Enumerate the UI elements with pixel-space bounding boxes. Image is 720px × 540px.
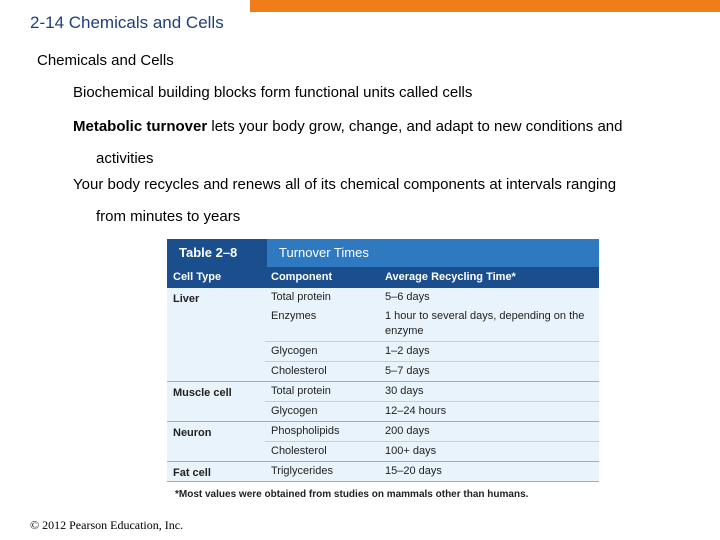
slide-title: 2-14 Chemicals and Cells <box>30 13 224 32</box>
table-row <box>167 422 599 441</box>
table-group-liver <box>167 288 599 382</box>
table-row <box>167 382 599 401</box>
table-group-fat-cell <box>167 462 599 482</box>
table-row <box>167 441 599 461</box>
header-recycling-time: Average Recycling Time* <box>385 271 516 283</box>
slide-subtitle: Chemicals and Cells <box>37 52 174 69</box>
component: Total protein <box>271 291 331 303</box>
component: Glycogen <box>265 401 377 421</box>
cell-type: Fat cell <box>173 467 211 479</box>
bullet-3 <box>73 174 616 228</box>
bullet-3-text: Your body recycles and renews all of its chemical components at intervals ranging <box>73 176 617 193</box>
bullet-2-text: lets your body grow, change, and adapt to new conditions and <box>207 118 623 135</box>
title-backdrop <box>0 0 250 12</box>
table-row <box>167 462 599 481</box>
table-group-muscle-cell <box>167 382 599 422</box>
component: Cholesterol <box>265 441 377 461</box>
cell-type: Muscle cell <box>173 387 232 399</box>
copyright-notice: © 2012 Pearson Education, Inc. <box>30 518 184 532</box>
cell-type: Liver <box>173 293 200 305</box>
table-footnote: *Most values were obtained from studies on mammals other than humans. <box>175 489 529 500</box>
bullet-2-continuation: activities <box>96 150 154 167</box>
component: Triglycerides <box>271 465 333 477</box>
bullet-1-text: Biochemical building blocks form functional units called cells <box>73 84 473 101</box>
recycling-time: 1–2 days <box>377 341 599 361</box>
table-number: Table 2–8 <box>167 239 267 267</box>
bullet-2 <box>73 116 622 170</box>
table-header-row <box>167 267 599 288</box>
component: Phospholipids <box>271 425 340 437</box>
component: Total protein <box>271 385 331 397</box>
component: Glycogen <box>265 341 377 361</box>
turnover-table <box>167 239 599 500</box>
recycling-time: 15–20 days <box>385 465 442 477</box>
bullet-2-bold: Metabolic turnover <box>73 118 208 135</box>
table-row <box>167 401 599 421</box>
header-cell-type: Cell Type <box>173 271 222 283</box>
bullet-1 <box>73 82 472 104</box>
recycling-time: 100+ days <box>377 441 599 461</box>
table-row <box>167 361 599 381</box>
recycling-time: 200 days <box>385 425 430 437</box>
recycling-time: 5–6 days <box>385 291 430 303</box>
table-row <box>167 307 599 341</box>
header-component: Component <box>271 271 333 283</box>
table-group-neuron <box>167 422 599 462</box>
table-name: Turnover Times <box>279 245 369 260</box>
recycling-time: 30 days <box>385 385 424 397</box>
recycling-time: 5–7 days <box>377 361 599 381</box>
component: Cholesterol <box>265 361 377 381</box>
bullet-3-continuation: from minutes to years <box>96 208 241 225</box>
table-caption <box>167 239 599 267</box>
recycling-time: 12–24 hours <box>377 401 599 421</box>
cell-type: Neuron <box>173 427 212 439</box>
recycling-time: 1 hour to several days, depending on the enzyme <box>385 310 585 337</box>
component: Enzymes <box>271 310 317 322</box>
table-row <box>167 288 599 307</box>
table-row <box>167 341 599 361</box>
